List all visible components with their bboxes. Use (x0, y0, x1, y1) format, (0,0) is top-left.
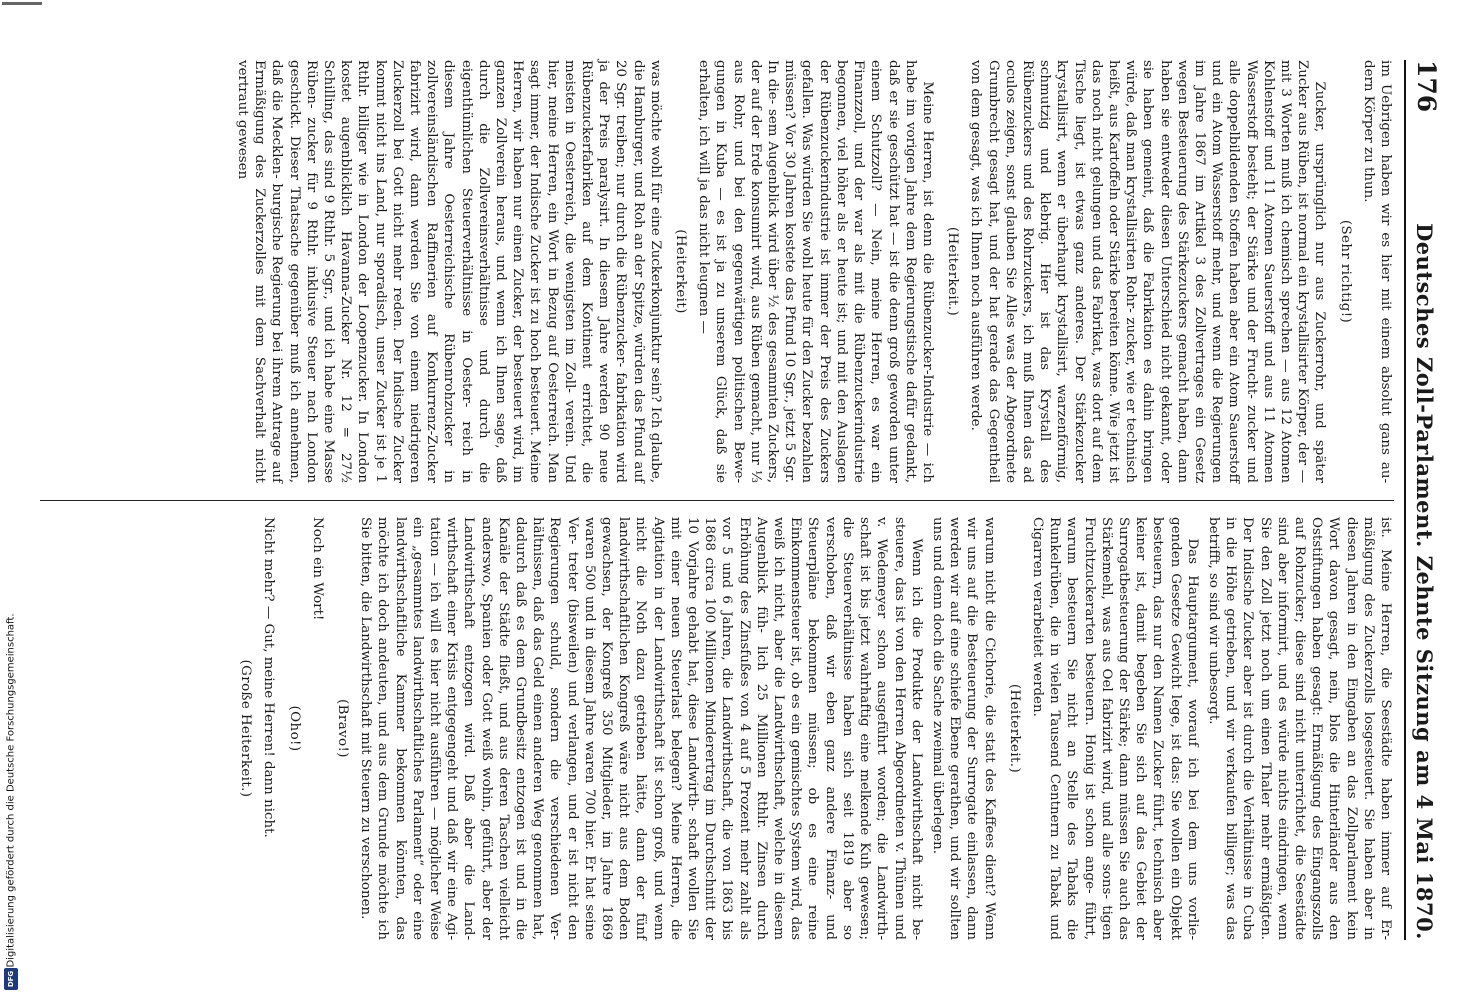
paragraph: Nicht mehr? — Gut, meine Herren! dann nicht. (261, 517, 277, 838)
interjection: (Sehr richtig!) (1337, 219, 1353, 324)
paragraph: Wenn ich die Produkte der Landwirthschaft nicht be- steuere, das ist von den Herren Abgeordneten v. Thünen und v. Wedemeyer schon ausgeführt worden; die Landwirth- schaft ist bis jetzt wahrhaftig eine melkende Kuh gewesen; die Steuerverhältnisse haben sich seit 1819 aber so verschoben, daß wir eben ganz andere Finanz- und Steuerpläne bekommen müssen; ob es eine reine Einkommensteuer ist, ob es ein gemischtes System wird, das weiß ich nicht, aber die Landwirthschaft, welche in diesem Augenblick füh- lich 25 Millionen Rthlr. Zinsen durch Erhöhung des Zinsfußes von 4 auf 5 Prozent mehr zahlt als vor 5 und 6 Jahren, die Landwirthschaft, die von 1863 bis 1868 circa 100 Millionen Minderertrag im Durchschnitt der 10 Vorjahre gehabt hat, diese Landwirth- schaft wollen Sie mit einer neuen Steuerlast belegen? Meine Herren, die Agitation in der Landwirthschaft ist schon groß, und wenn nicht die Noth dazu getrieben hätte, dann der fünf landwirthschaftlichen Kongreß wäre nicht aus dem Boden gewachsen, der Kongreß 350 Mitglieder, im Jahre 1869 waren 500 und in diesem Jahre waren 700 hier. Er hat seine Ver- treter (bisweilen) und verlangen, und er ist nicht den Regierungen schuld, sondern die verschiedenen Ver- hältnissen, daß das Geld einen anderen Weg genommen hat, dadurch daß es dem Grundbesitz entzogen ist und in die Kanäle der Städte fließt, und aus deren Taschen vielleicht anderswo, Spanien oder Gott weiß wohin, geführt, aber der Landwirthschaft entzogen wird. Daß aber die Land- wirthschaft einer Krisis entgegengeht und daß wir eine Agi- tation — ich will es hier nicht ausführen — möglicher Weise ein „gesammtes landwirthschaftliches Parlament“ oder eine landwirthschaftliche Kammer bekommen könnten, das möchte ich doch andeuten, und aus dem Grunde möchte ich Sie bitten, die Landwirthschaft mit Steuern zu verschonen. (358, 517, 924, 940)
page-number: 176 (1412, 60, 1441, 113)
page-header (1412, 60, 1446, 940)
paragraph: Das Hauptargument, worauf ich bei dem uns vorlie- genden Gesetze Gewicht lege, ist das: Sie wollen ein Objekt besteuern, das nur den Namen Zucker führt, technisch aber keiner ist, damit begeben Sie sich auf das Gebiet der Surrogatbesteuerung der Stärke; dann müssen Sie auch das Stärkemehl, was aus Oel fabrizirt wird, und alle sons- tigen Fruchtzuckerarten besteuern. Honig ist schon ange- führt, warum besteuern Sie nicht an Stelle des Tabaks die Runkelrüben, die in vielen Tausend Centnern zu Tabak und Cigarren verarbeitet werden. (1029, 517, 1200, 940)
digitization-note (4, 600, 18, 980)
text-columns (40, 60, 1394, 940)
paragraph: Meine Herren, ist denn die Rübenzucker-Industrie — ich habe im vorigen Jahre dem Regierungstische dafür gedankt, daß er sie geschützt hat — ist die denn groß geworden unter einem Schutzzoll? — Nein, meine Herren, es war ein Finanzzoll, und der war als mit die Rübenzuckerindustrie begonnen, viel höher als er heute ist; und mit den Auslagen der Rübenzuckerindustrie ist immer der Preis des Zuckers gefallen. Was würden Sie wohl heute für den Zucker bezahlen müssen? Vor 30 Jahren kostete das Pfund 10 Sgr., jetzt 5 Sgr. In die- sem Augenblick wird über ½ des gesammten Zuckers, der auf der Erde konsumirt wird, aus Rüben gemacht, nur ⅓ aus Rohr, und bei den gegenwärtigen politischen Bewe- gungen in Kuba — es ist ja zu unserem Glück, daß sie erhalten, ich will ja das nicht leugnen — (696, 60, 935, 483)
interjection: (Heiterkeit) (673, 229, 689, 314)
paragraph: ist. Meine Herren, die Seestädte haben immer auf Er- mäßigung des Zuckerzolls losgesteuert. Sie haben aber in diesen Jahren in den Eingaben an das Zollparlament kein Wort davon gesagt, nein, blos die Hinterländer aus den Oststiftungen haben gesagt: Ermäßigung des Eingangszolls auf Rohzucker; diese sind nicht unterrichtet, die Seestädte sind aber informirt, und es würde nichts eindringen, wenn Sie den Zoll jetzt noch um einen Thaler mehr ermäßigten. Der Indische Zucker aber ist durch die Verhältnisse in Cuba in die Höhe getrieben, und wir verkaufen billiger; was das betrifft, so sind wir unbesorgt. (1205, 517, 1393, 940)
interjection: (Bravo!) (335, 699, 351, 758)
paragraph: im Uebrigen haben wir es hier mit einem absolut gans au- dern Körper zu thun. (1360, 60, 1393, 483)
dfg-logo (4, 968, 18, 990)
dfg-logo-text: DFG (7, 970, 15, 988)
paragraph: warum nicht die Cichorie, die statt des Kaffees dient? Wenn wir uns auf die Besteuerung der Surrogate einlassen, dann werden wir auf eine schiefe Ebene gerathen, und wir sollten uns und denn doch die Sache zweimal überlegen. (929, 517, 997, 940)
left-column (40, 60, 1394, 483)
paragraph: Zucker, ursprünglich nur aus Zuckerrohr, und später Zucker aus Rüben, ist normal ein krystallisirter Körper, der — mit 3 Worten muß ich chemisch sprechen — aus 12 Atomen Kohlenstoff und 11 Atomen Sauerstoff und aus 11 Atomen Wasserstoff besteht; der Stärke und der Frucht- zucker und alle doppelbildenden Stoffen haben aber ein Atom Sauerstoff und ein Atom Wasserstoff mehr, und wenn die Regierungen im Jahre 1867 im Artikel 3 des Zollvertrages ein Gesetz wegen Besteuerung des Stärkezuckers gemacht haben, dann haben sie entweder diesen Unterschied nicht gekannt, oder sie haben gemeint, daß die Fabrikation es dahin bringen würde, daß man krystallisirten Rohr- zucker, wie er technisch heißt, aus Kartoffeln oder Stärke bereiten könne. Wie jetzt ist das noch nicht gelungen und das Fabrikat, was dort auf dem Tische liegt, ist etwas ganz anderes. Der Stärkezucker krystallisirt, wenn er überhaupt krystallisirt, warzenförmig, schmutzig und klebrig. Hier ist das Krystall des Rübenzuckers und des Rohrzuckers, ich muß Ihnen das ad oculos zeigen, sonst glauben Sie Alles was der Abgeordnete Grumbrecht gesagt hat, und der hat gerade das Gegentheil von dem gesagt, was ich Ihnen noch ausführen werde. (968, 60, 1328, 483)
paragraph: was möchte wohl für eine Zuckerkonjunktur sein? Ich glaube, die Hamburger, und Roh an der Spitze, würden das Pfund auf 20 Sgr. treiben; nur durch die Rübenzucker- fabrikation wird ja der Preis paralysirt. In diesem Jahre werden 90 neue Rübenzuckerfabriken auf dem Kontinent errichtet, die meisten in Oesterreich, die wenigsten im Zoll- verein. Und hier, meine Herren, ein Wort in Bezug auf Oesterreich. Man sagt immer, der Indische Zucker ist zu hoch besteuert. Meine Herren, wir haben nur einen Zucker, der besteuert wird, im ganzen Zollverein heraus, und wenn ich Ihnen sage, daß durch die Zollvereinsverhältnisse und durch die eigenthümlichen Steuerverhältnisse in Oester- reich in diesem Jahre Oesterreichische Rübenrohzucker in zollvereinsländischen Raffinerien auf Konkurrenz-Zucker fabrizirt wird, dann werden Sie von einem niedrigeren Zuckerzoll bei Gott nicht mehr reden. Der Indische Zucker kommt nicht ins Land, nur sporadisch, unser Zucker ist je 1 Rthlr. billiger wie in London der Loopenzucker. In London kostet augenblicklich Havanna-Zucker Nr. 12 = 27½ Schilling, das sind 9 Rthlr. 5 Sgr., und ich habe eine Masse Rüben- zucker für 9 Rthlr. inklusive Steuer nach London geschickt. Dieser Thatsache gegenüber muß ich annehmen, daß die Mecklen- burgische Regierung bei ihrem Antrage auf Ermäßigung des Zuckerzolles mit dem Sachverhalt nicht vertraut gewesen (235, 60, 663, 483)
digitization-note-text: Digitalisierung gefördert durch die Deutsche Forschungsgemeinschaft. (5, 612, 17, 968)
running-title: Deutsches Zoll-Parlament. Zehnte Sitzung am 4 Mai 1870. (1412, 223, 1437, 940)
interjection: (Heiterkeit.) (1006, 683, 1022, 774)
interjection: (Große Heiterkeit.) (238, 659, 254, 798)
header-rule (1404, 60, 1406, 940)
interjection: (Oho!) (286, 705, 302, 752)
interjection: (Heiterkeit.) (945, 226, 961, 317)
paragraph: Noch ein Wort! (309, 517, 325, 621)
right-column (40, 517, 1394, 940)
